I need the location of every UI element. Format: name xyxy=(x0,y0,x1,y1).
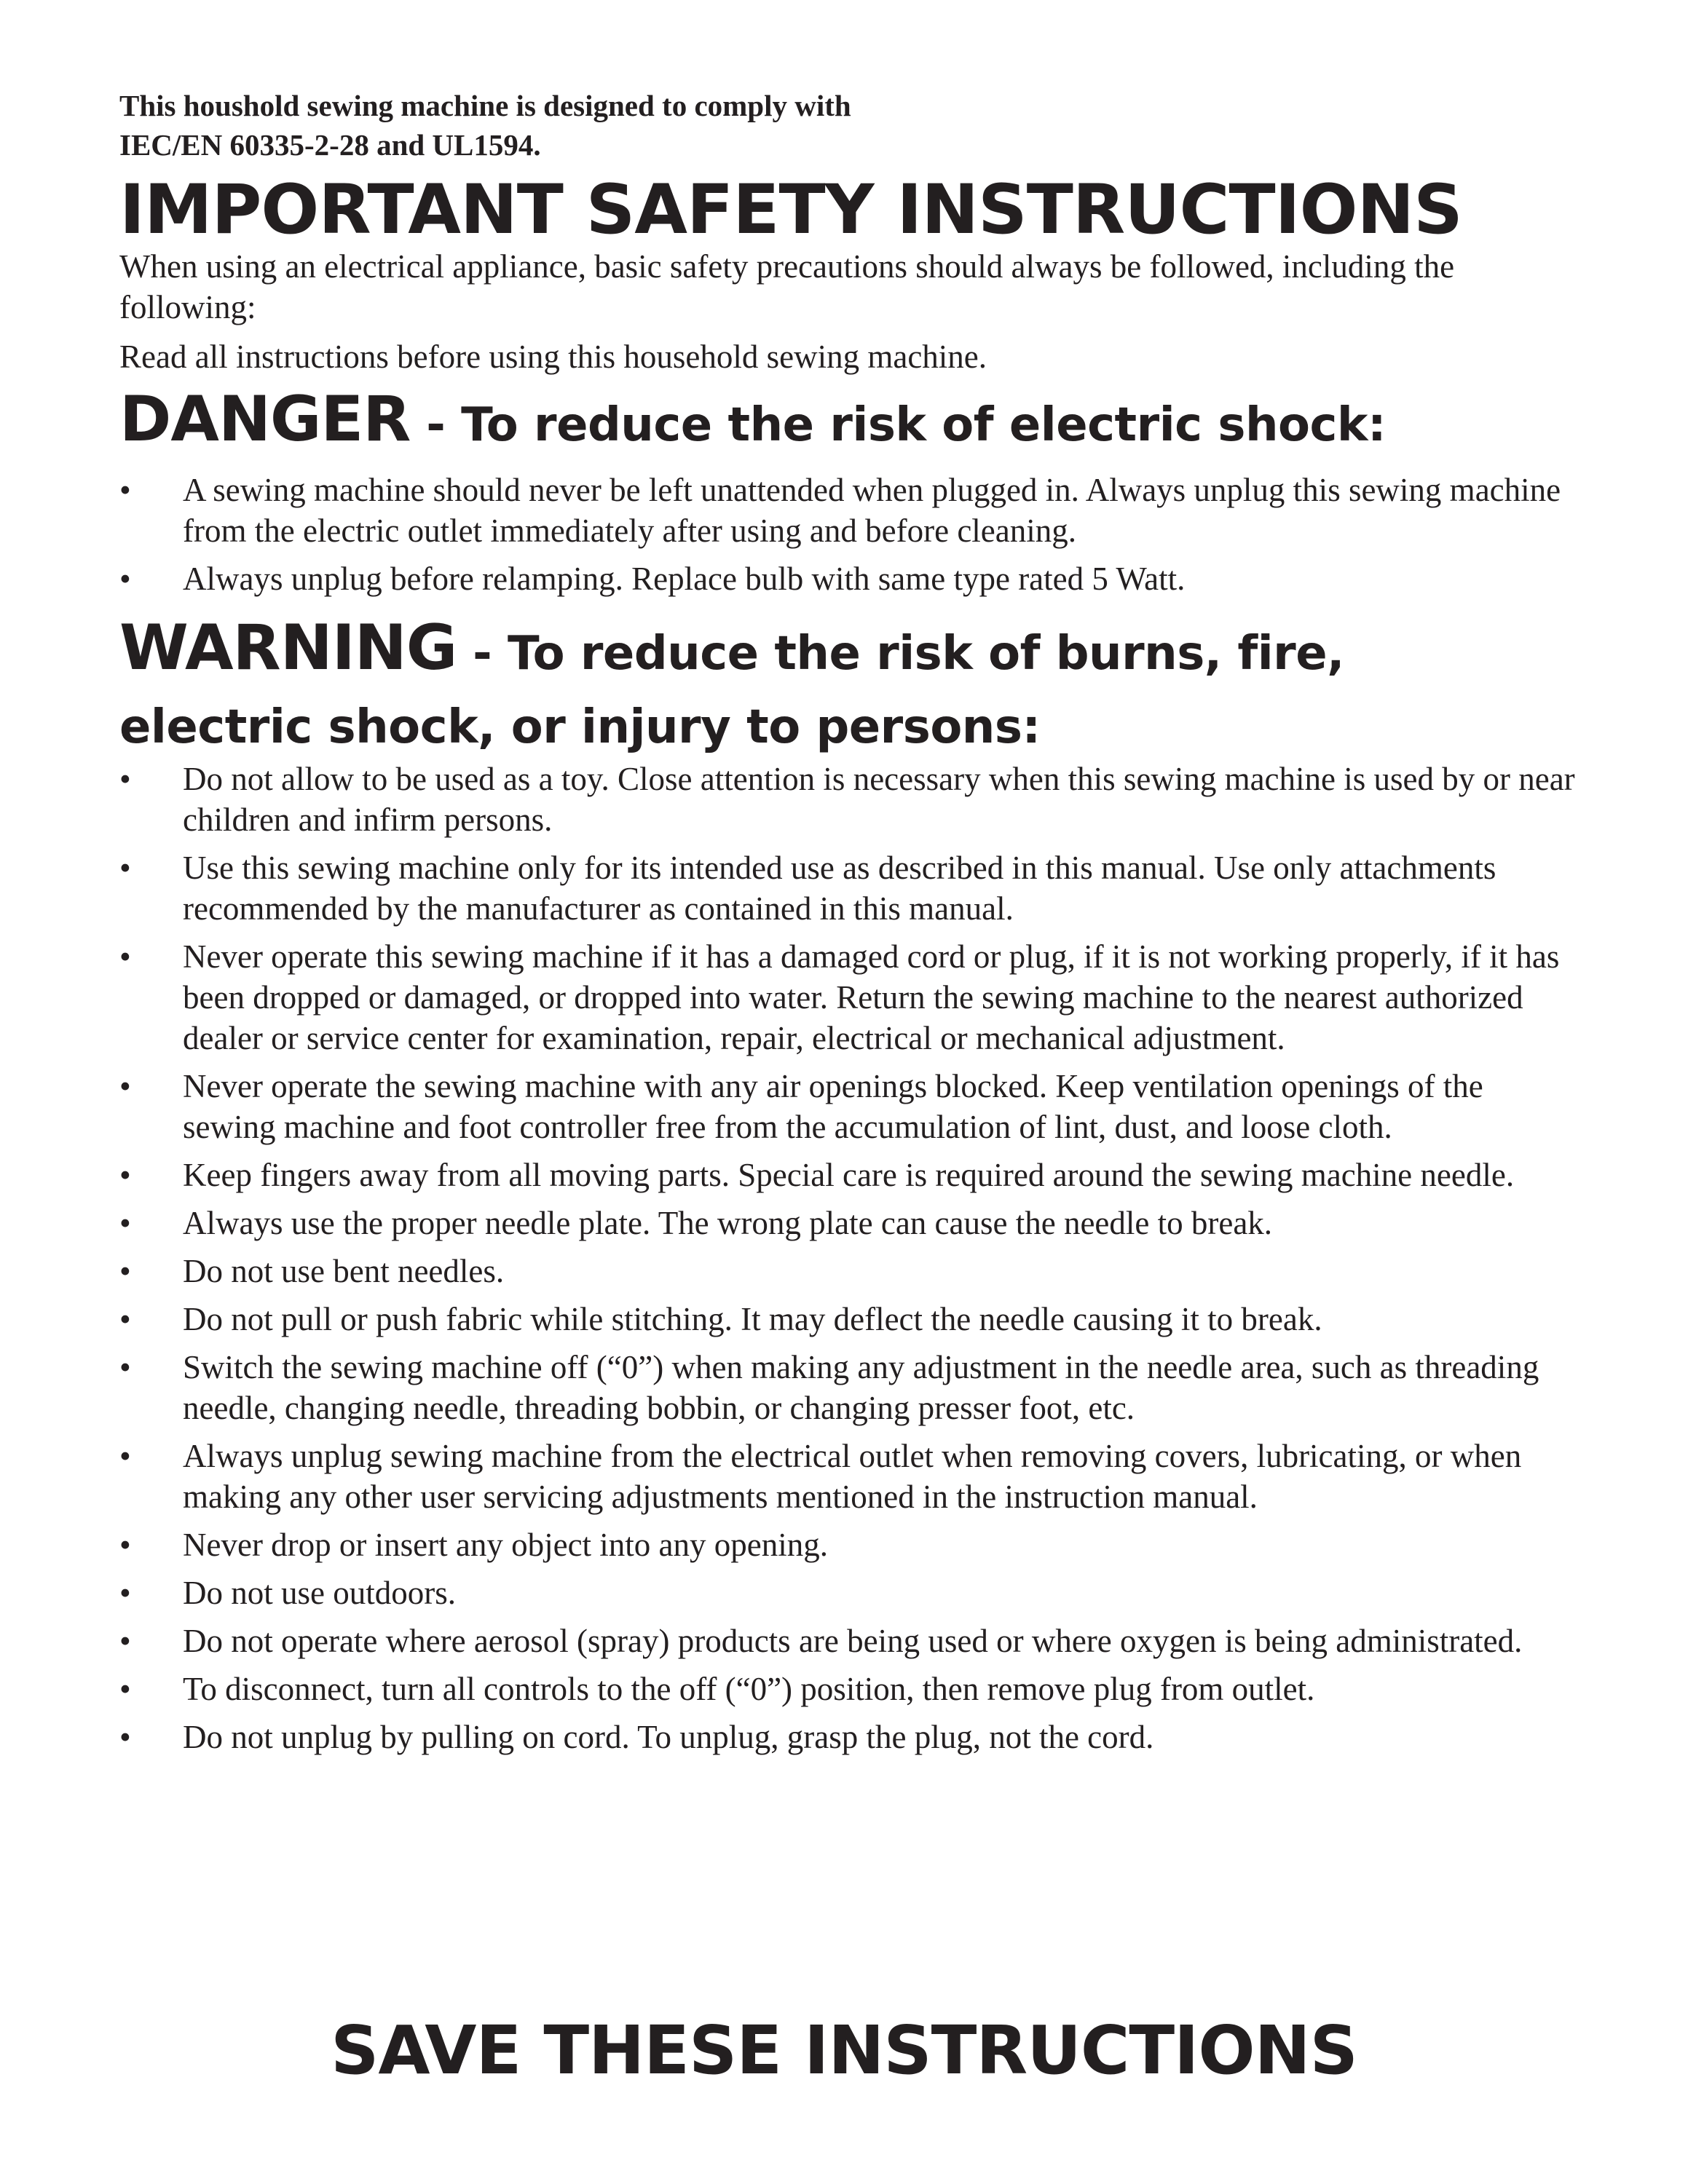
list-item: • Always use the proper needle plate. The wrong plate can cause the needle to break. xyxy=(119,1203,1583,1243)
list-item: • Do not pull or push fabric while stitching. It may deflect the needle causing it to break. xyxy=(119,1299,1583,1340)
intro-paragraph: When using an electrical appliance, basic safety precautions should always be followed, including the following: xyxy=(119,248,1455,325)
list-item: • A sewing machine should never be left unattended when plugged in. Always unplug this sewing machine from the electric outlet immediately after using and before cleaning. xyxy=(119,470,1583,551)
list-item: • To disconnect, turn all controls to the off (“0”) position, then remove plug from outlet. xyxy=(119,1669,1583,1709)
list-item: • Use this sewing machine only for its intended use as described in this manual. Use only attachments recommended by the manufacturer as contained in this manual. xyxy=(119,847,1583,929)
list-item: • Never drop or insert any object into any opening. xyxy=(119,1524,1583,1565)
danger-list xyxy=(119,470,1583,599)
list-item: • Switch the sewing machine off (“0”) when making any adjustment in the needle area, such as threading needle, changing needle, threading bobbin, or changing presser foot, etc. xyxy=(119,1347,1583,1428)
compliance-line-2: IEC/EN 60335-2-28 and UL1594. xyxy=(119,128,541,162)
list-item: • Do not operate where aerosol (spray) products are being used or where oxygen is being administrated. xyxy=(119,1621,1583,1661)
danger-heading xyxy=(119,384,1583,470)
warning-subtitle: - To reduce the risk of burns, fire, xyxy=(457,627,1344,681)
list-item: • Never operate the sewing machine with any air openings blocked. Keep ventilation openings of the sewing machine and foot controller free from the accumulation of lint, dust, and loose cloth. xyxy=(119,1066,1583,1147)
warning-subtitle-line-2: electric shock, or injury to persons: xyxy=(119,700,1041,754)
save-instructions-footer: SAVE THESE INSTRUCTIONS xyxy=(331,2011,1357,2089)
compliance-line-1: This houshold sewing machine is designed to comply with xyxy=(119,89,851,122)
read-all-paragraph: Read all instructions before using this household sewing machine. xyxy=(119,339,987,375)
list-item: • Always unplug sewing machine from the electrical outlet when removing covers, lubricating, or when making any other user servicing adjustments mentioned in the instruction manual. xyxy=(119,1436,1583,1517)
list-item: • Do not unplug by pulling on cord. To unplug, grasp the plug, not the cord. xyxy=(119,1717,1583,1757)
page-title: IMPORTANT SAFETY INSTRUCTIONS xyxy=(119,170,1462,250)
safety-document xyxy=(119,86,1583,1765)
list-item: • Never operate this sewing machine if it has a damaged cord or plug, if it is not working properly, if it has been dropped or damaged, or dropped into water. Return the sewing machine to the nearest authorized dealer or service center for examination, repair, electrical or mechanical adjustment. xyxy=(119,936,1583,1059)
warning-word: WARNING xyxy=(119,612,457,684)
warning-list xyxy=(119,759,1583,1757)
list-item: • Keep fingers away from all moving parts. Special care is required around the sewing machine needle. xyxy=(119,1155,1583,1195)
compliance-statement xyxy=(119,86,1583,165)
list-item: • Do not allow to be used as a toy. Close attention is necessary when this sewing machine is used by or near children and infirm persons. xyxy=(119,759,1583,840)
list-item: • Do not use outdoors. xyxy=(119,1572,1583,1613)
list-item: • Always unplug before relamping. Replace bulb with same type rated 5 Watt. xyxy=(119,558,1583,599)
list-item: • Do not use bent needles. xyxy=(119,1251,1583,1291)
warning-heading xyxy=(119,612,1583,696)
danger-subtitle: - To reduce the risk of electric shock: xyxy=(410,398,1387,452)
danger-word: DANGER xyxy=(119,383,411,456)
